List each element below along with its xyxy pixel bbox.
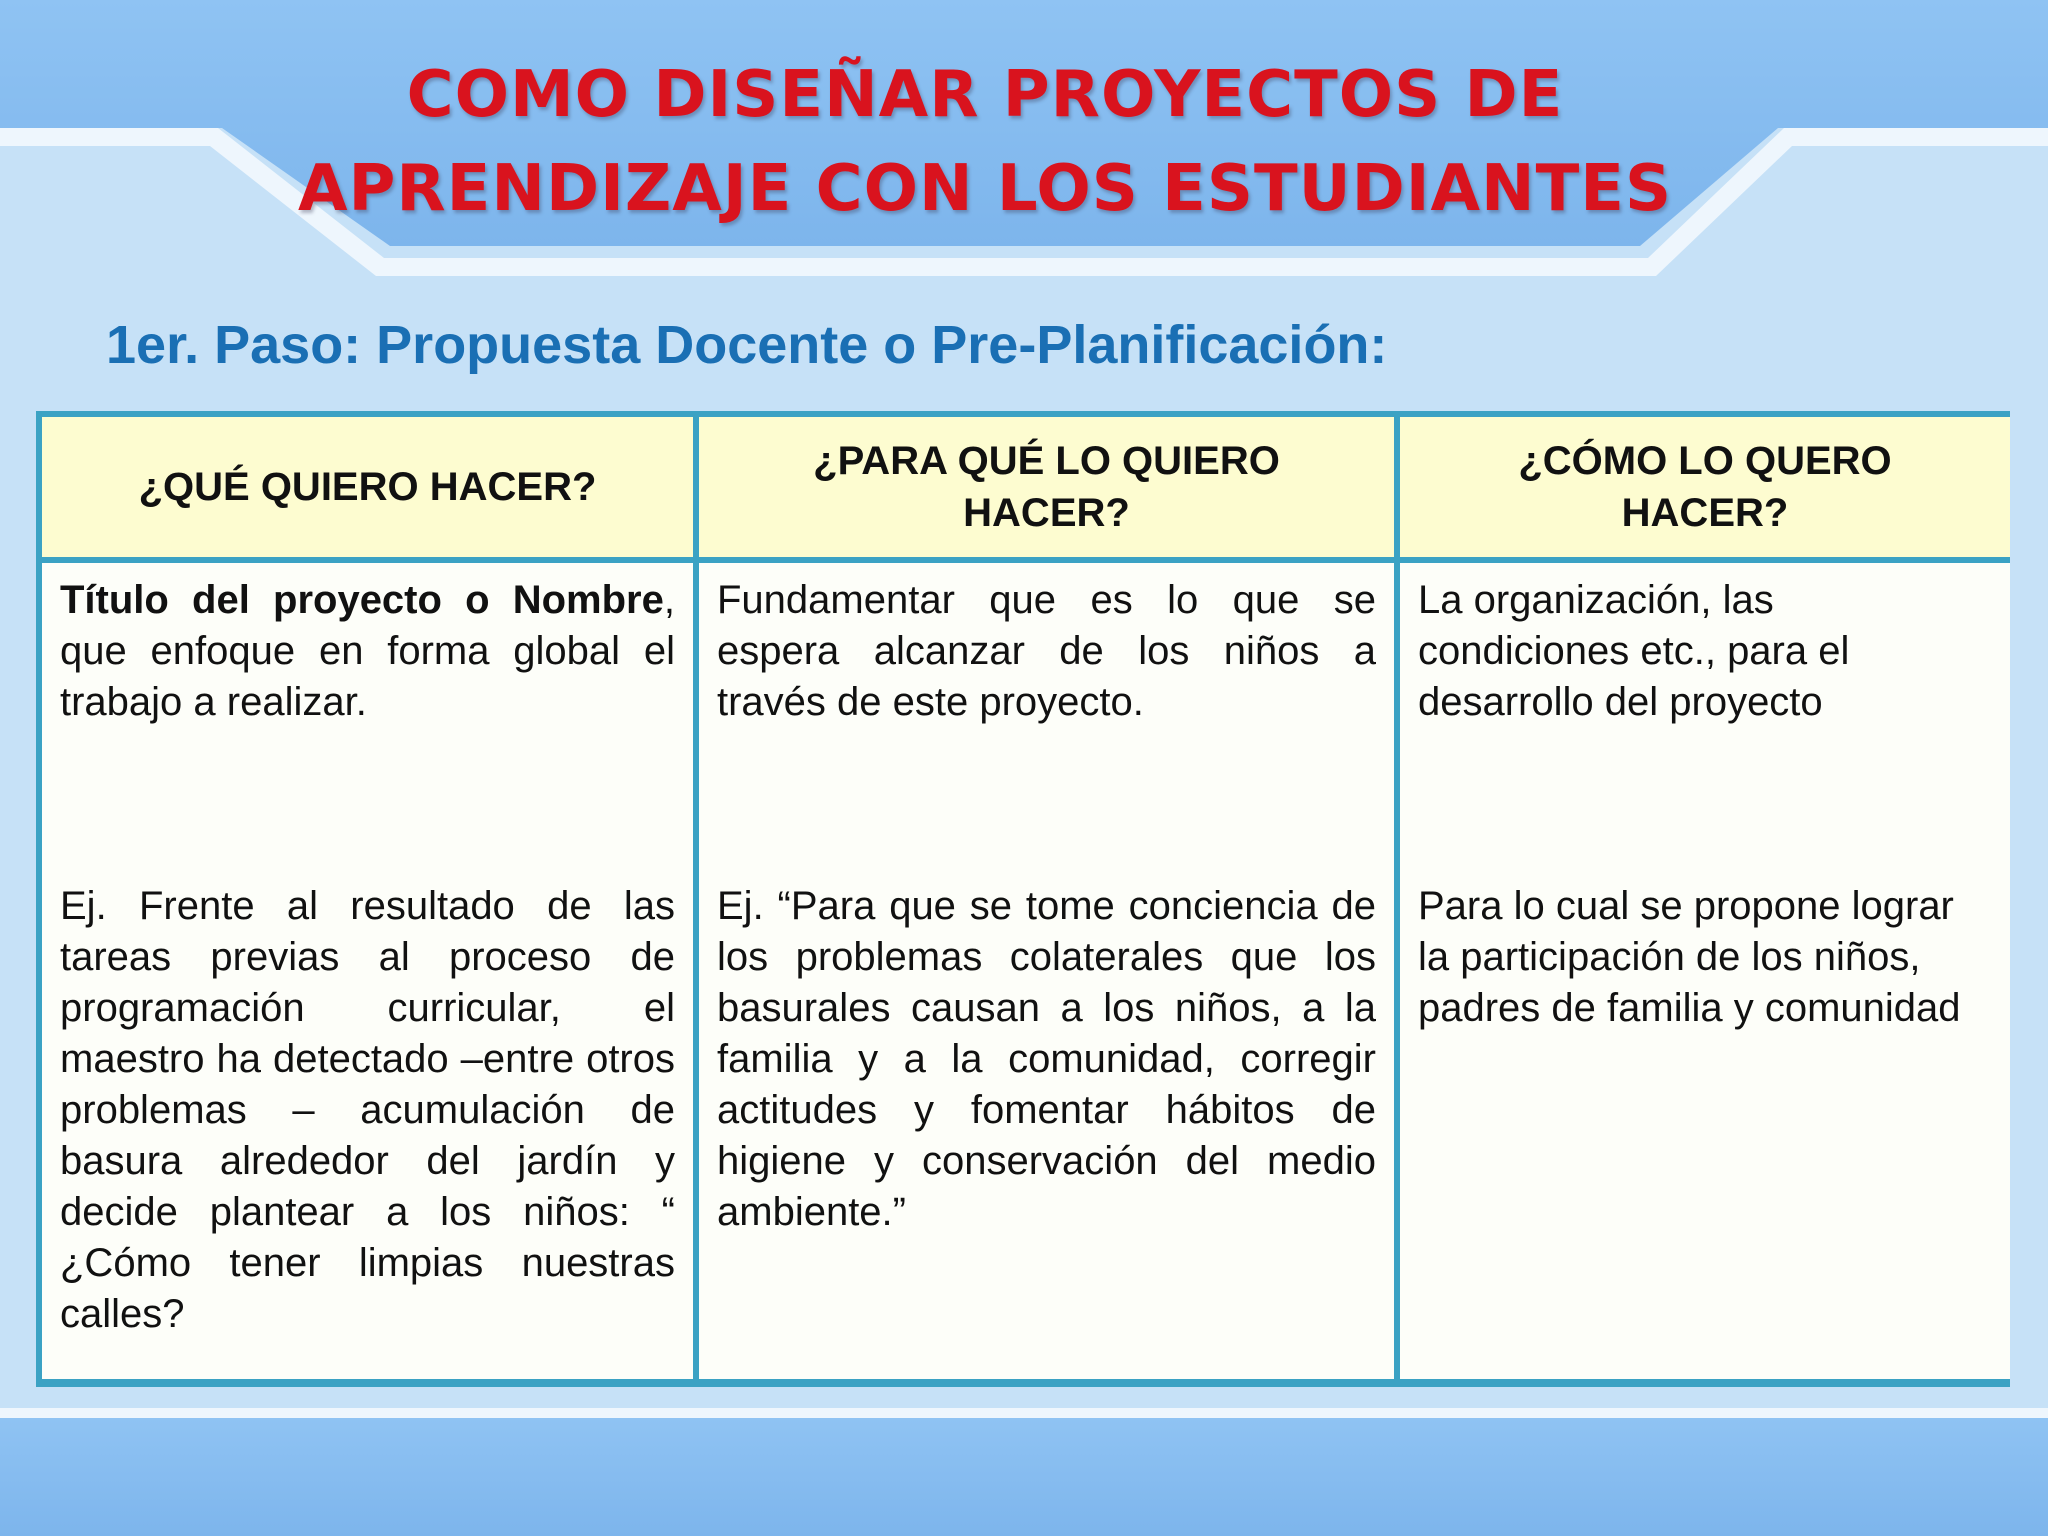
what-intro [60, 575, 675, 728]
header-how [1400, 417, 2010, 557]
planning-table [36, 411, 2010, 1387]
title-line-1: COMO DISEÑAR PROYECTOS DE [406, 58, 1564, 132]
cell-why [699, 563, 1394, 1379]
title-line-2: APRENDIZAJE CON LOS ESTUDIANTES [297, 152, 1673, 226]
what-example: Ej. Frente al resultado de las tareas previas al proceso de programación curricular, el maestro ha detectado –entre otros problemas – acumulación de basura alrededor del jardín y decide plantear a los niños: “ ¿Cómo tener limpias nuestras calles? [60, 884, 675, 1336]
header-what [42, 417, 693, 557]
how-intro: La organización, las condiciones etc., para el desarrollo del proyecto [1418, 578, 1850, 724]
header-why-line-2: HACER? [963, 491, 1130, 535]
header-what-text: ¿QUÉ QUIERO HACER? [138, 465, 597, 509]
header-how-line-1: ¿CÓMO LO QUERO [1518, 439, 1892, 483]
header-why [699, 417, 1394, 557]
how-example: Para lo cual se propone lograr la participación de los niños, padres de familia y comunidad [1418, 884, 1961, 1030]
header-how-line-2: HACER? [1621, 491, 1789, 535]
step-heading: 1er. Paso: Propuesta Docente o Pre-Planificación: [106, 315, 1388, 375]
what-intro-rest: , que enfoque en forma global el trabajo a realizar. [60, 578, 675, 724]
what-intro-bold: Título del proyecto o Nombre [60, 578, 664, 622]
slide-title [0, 48, 1970, 236]
why-intro: Fundamentar que es lo que se espera alcanzar de los niños a través de este proyecto. [717, 578, 1376, 724]
header-why-line-1: ¿PARA QUÉ LO QUIERO [813, 439, 1280, 483]
cell-what [42, 563, 693, 1379]
cell-how [1400, 563, 2010, 1379]
why-example: Ej. “Para que se tome conciencia de los problemas colaterales que los basurales causan a los niños, a la familia y a la comunidad, corregir actitudes y fomentar hábitos de higiene y conservación del medio ambiente.” [717, 884, 1376, 1234]
